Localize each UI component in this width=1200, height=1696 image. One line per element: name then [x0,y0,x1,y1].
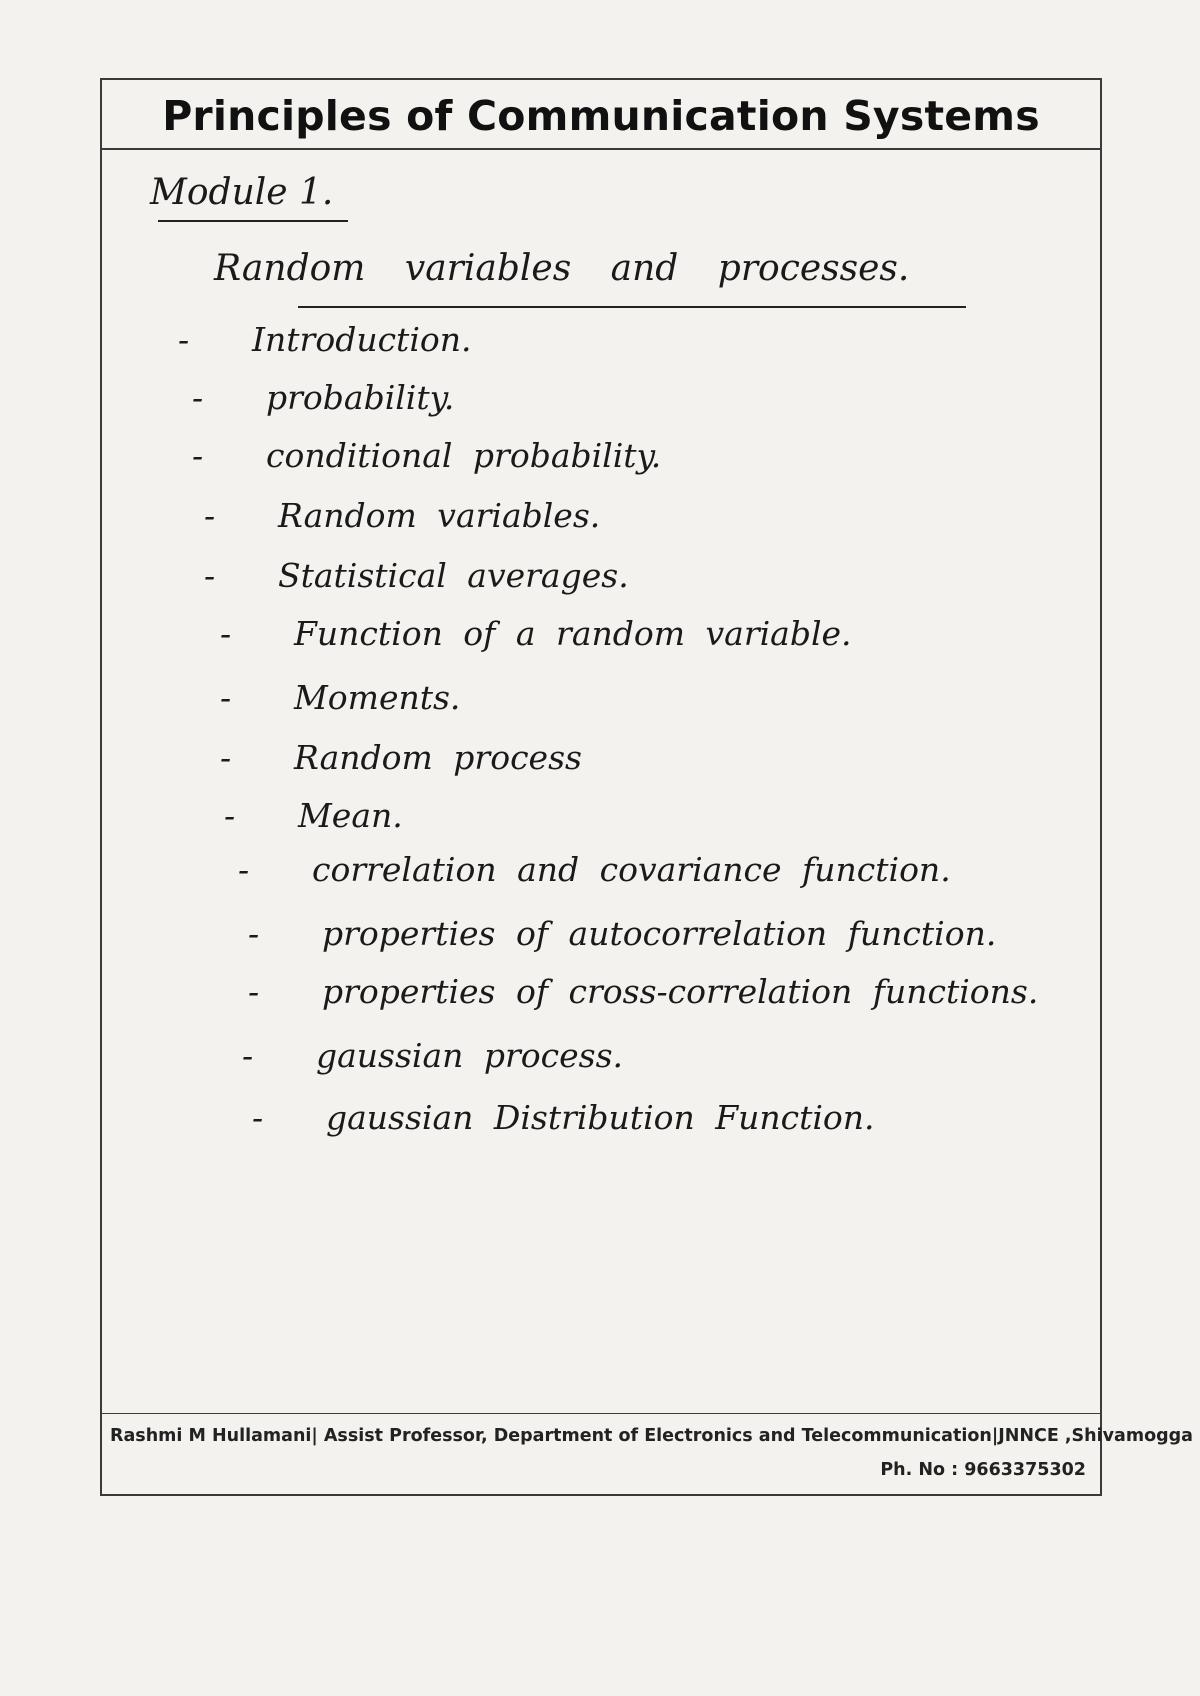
title-divider [102,148,1100,150]
page-frame [100,78,1193,1496]
topic-text: Introduction. [252,320,472,359]
topic-text: Random process [294,738,582,777]
topic-text: gaussian Distribution Function. [326,1098,875,1137]
page-footer [102,1413,1193,1494]
document-title: Principles of Communication Systems [162,92,1040,140]
module-label: Module 1. [150,172,334,213]
list-item [242,1036,623,1075]
topic-text: conditional probability. [266,436,662,475]
heading-underline [298,306,966,308]
list-item [220,678,460,717]
bullet-dash: - [220,738,232,777]
topic-text: Random variables. [278,496,601,535]
topic-text: Moments. [294,678,461,717]
topic-text: properties of cross-correlation functions. [322,972,1039,1011]
module-underline [158,220,348,222]
list-item [192,378,454,417]
topic-text: properties of autocorrelation function. [322,914,997,953]
bullet-dash: - [238,850,250,889]
list-item [248,972,1038,1011]
list-item [204,496,600,535]
bullet-dash: - [204,496,216,535]
list-item [252,1098,875,1137]
list-item [220,614,852,653]
list-item [238,850,951,889]
bullet-dash: - [178,320,190,359]
phone-number: Ph. No : 9663375302 [880,1460,1086,1480]
bullet-dash: - [248,914,260,953]
topic-text: Statistical averages. [278,556,629,595]
bullet-dash: - [220,614,232,653]
topic-text: gaussian process. [316,1036,624,1075]
bullet-dash: - [220,678,232,717]
list-item [220,738,582,777]
list-item [192,436,661,475]
bullet-dash: - [224,796,236,835]
bullet-dash: - [204,556,216,595]
list-item [248,914,996,953]
topic-text: probability. [266,378,455,417]
section-heading: Random variables and processes. [214,248,910,289]
list-item [204,556,629,595]
bullet-dash: - [248,972,260,1011]
bullet-dash: - [252,1098,264,1137]
author-credit: Rashmi M Hullamani| Assist Professor, Department of Electronics and Telecommunication|JNNCE ,Shivamogga [110,1426,1193,1446]
list-item [178,320,471,359]
topic-text: Mean. [298,796,403,835]
bullet-dash: - [242,1036,254,1075]
bullet-dash: - [192,378,204,417]
topic-text: Function of a random variable. [294,614,852,653]
list-item [224,796,403,835]
topic-text: correlation and covariance function. [312,850,951,889]
bullet-dash: - [192,436,204,475]
